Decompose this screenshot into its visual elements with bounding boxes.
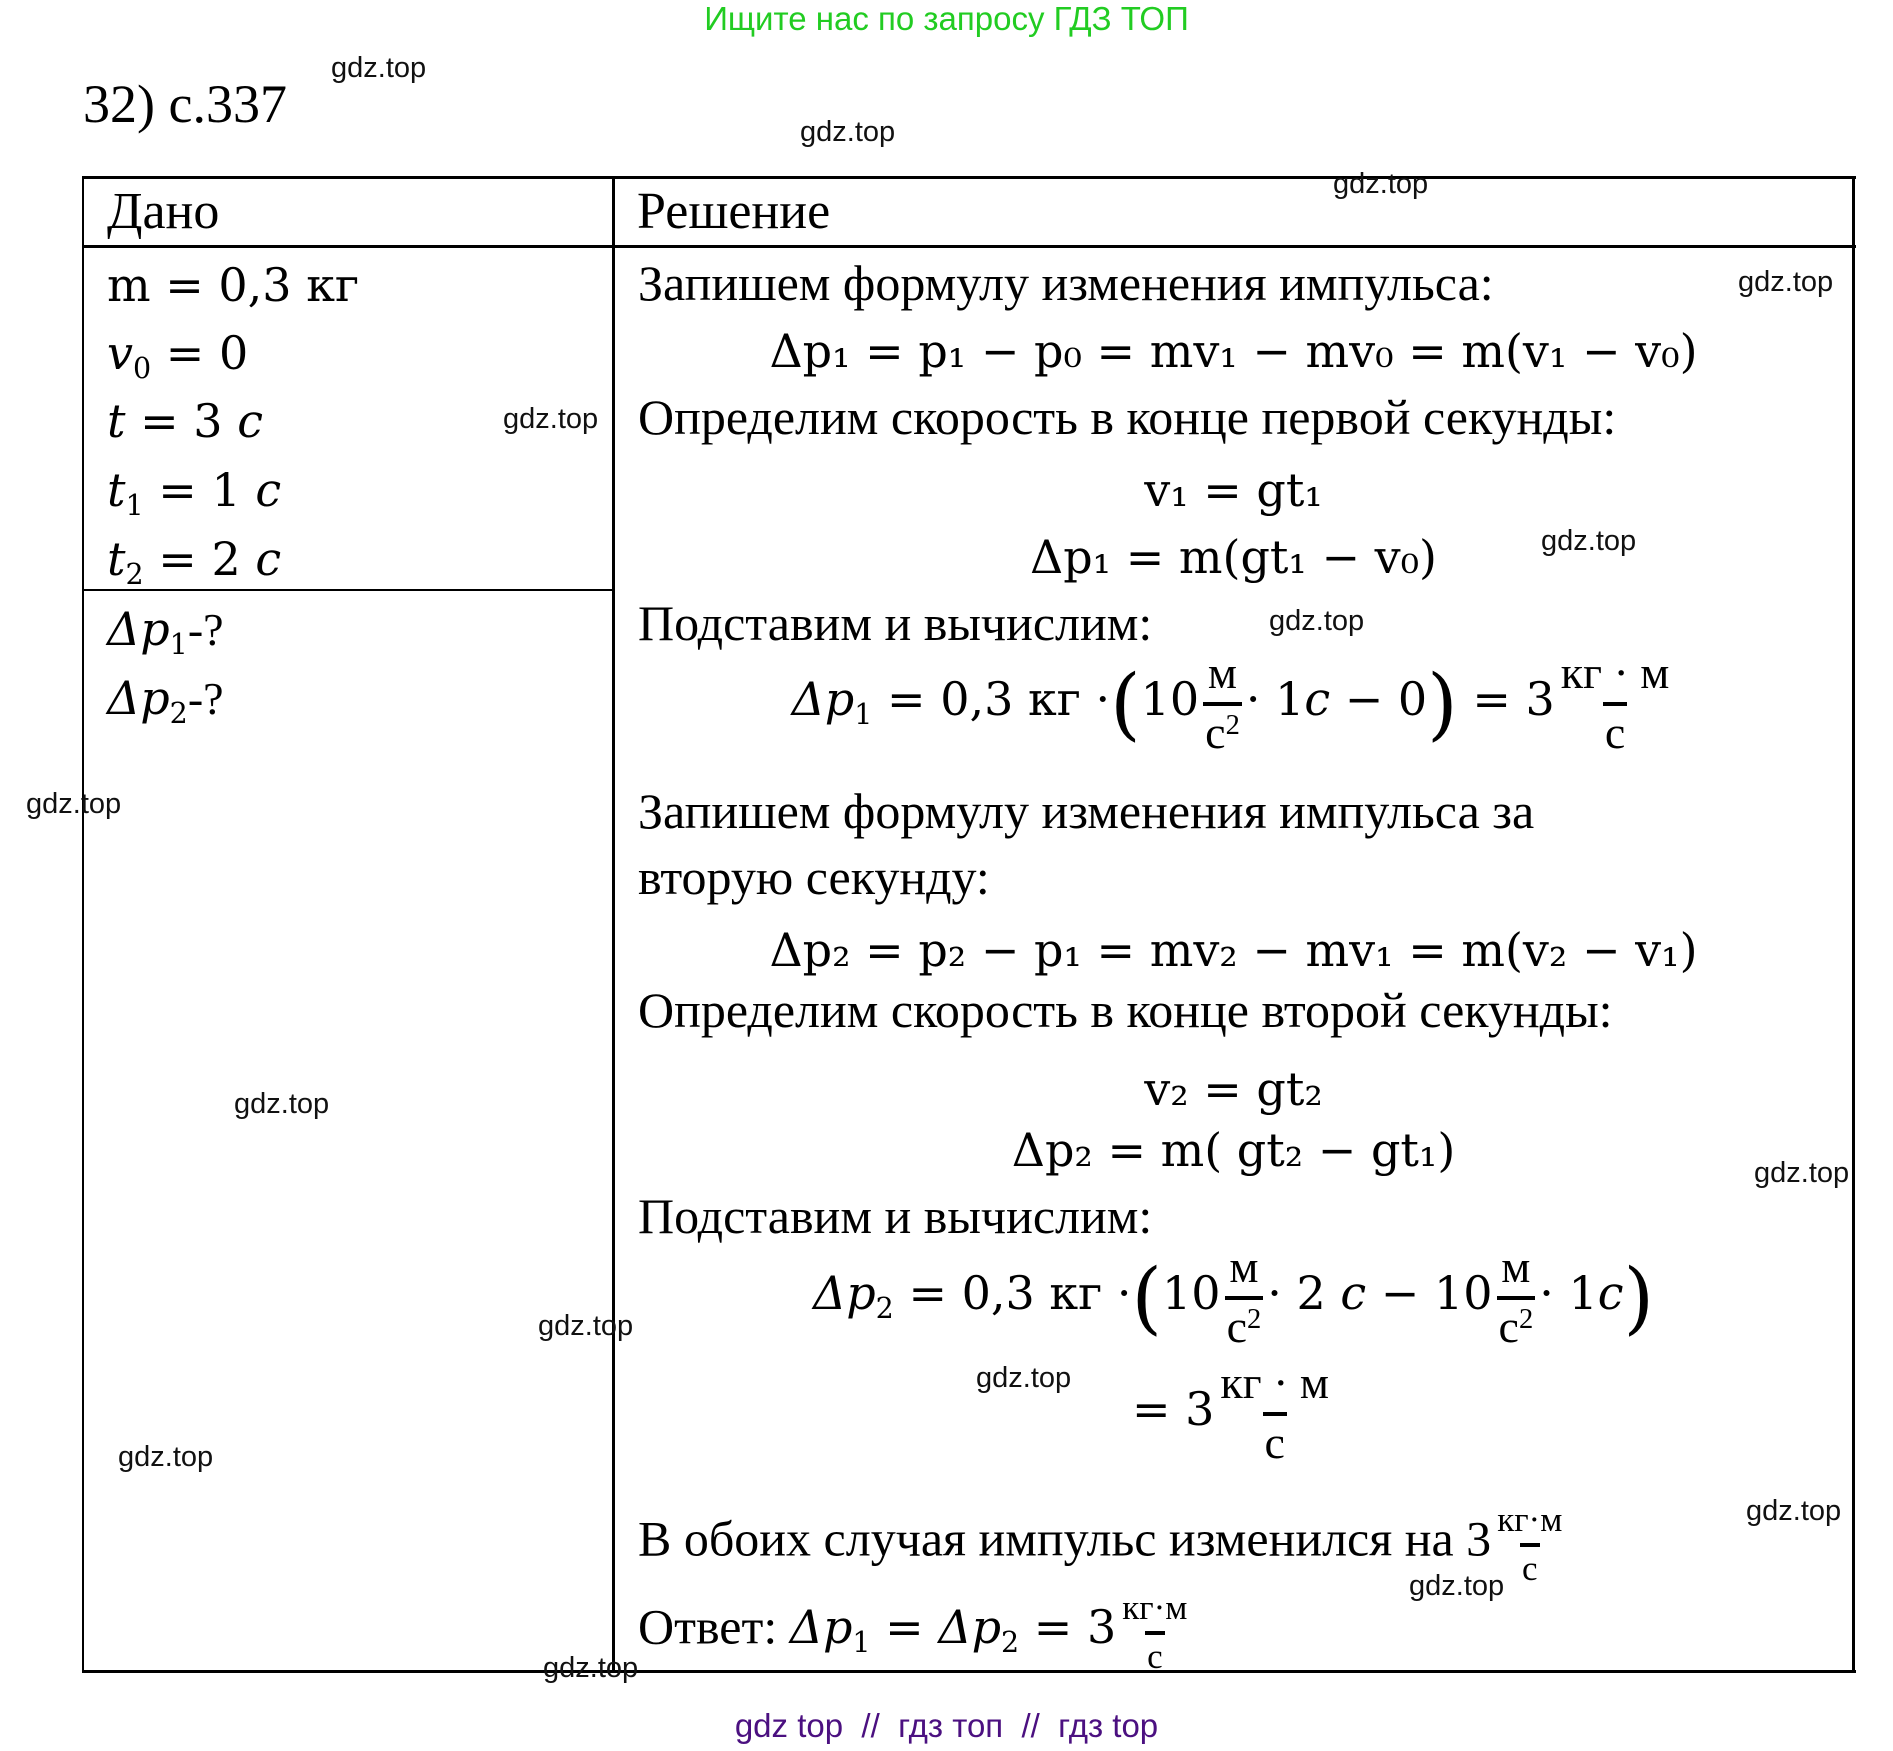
given-value: = 0,3 кг (150, 258, 360, 312)
header-given: Дано (107, 183, 220, 240)
step2-equation-1: v₁ = gt₁ (1144, 463, 1323, 517)
step3-equation: $\Delta p_1 = 0,3$ кг ·(10 $\frac{м}{с^2}$ · 1c − 0) = 3 $\frac{кг \cdot м}{с}$ (791, 647, 1670, 758)
eq-mass: 0,3 кг (940, 672, 1081, 726)
given-value: = 1 (143, 463, 256, 517)
step4-text-line1: Запишем формулу изменения импульса за (638, 783, 1535, 839)
frac-num: кг·м (1497, 1500, 1563, 1539)
frac-num: м (1501, 1241, 1531, 1292)
step5-equation-1: v₂ = gt₂ (1144, 1062, 1323, 1116)
eq-result-unit (1218, 1357, 1331, 1468)
frac-num: кг · м (1220, 1357, 1330, 1408)
eq-paren-close: ) (1427, 658, 1458, 750)
promo-banner: Ищите нас по запросу ГДЗ ТОП (704, 0, 1189, 37)
step2-equation-2: Δp₁ = m(gt₁ − v₀) (1030, 530, 1437, 584)
eq-unit-fraction (1225, 1241, 1264, 1352)
table-header-divider (83, 245, 1856, 248)
eq-sub: 1 (854, 698, 873, 732)
eq-unit-fraction (1497, 1241, 1536, 1352)
frac-den: с (1520, 1543, 1540, 1586)
watermark: gdz.top (1746, 1495, 1842, 1527)
eq-mass: 0,3 кг (961, 1266, 1103, 1320)
eq-result-unit (1559, 647, 1672, 758)
step2-text: Определим скорость в конце первой секунды: (638, 389, 1617, 445)
watermark: gdz.top (1754, 1157, 1850, 1189)
step5-equation-2: Δp₂ = m( gt₂ − gt₁) (1011, 1123, 1456, 1177)
header-solution: Решение (637, 183, 831, 240)
find-question: -? (187, 673, 224, 724)
find-sub: 1 (169, 628, 188, 662)
eq-delta-p: Δp (791, 672, 855, 726)
frac-den-exp: 2 (1518, 1303, 1534, 1335)
find-question: -? (187, 604, 224, 655)
given-var: m (107, 258, 151, 312)
given-var: v (107, 326, 133, 380)
find-sub: 2 (169, 697, 188, 731)
eq-paren-close: ) (1623, 1252, 1654, 1344)
eq-g-value: 10 (1140, 672, 1200, 726)
given-var: t (107, 463, 126, 517)
eq-unit-c: c (1304, 672, 1331, 726)
frac-den-unit: с (1498, 1301, 1519, 1352)
frac-num: м (1207, 647, 1238, 698)
find-var: Δp (107, 602, 170, 656)
watermark: gdz.top (1738, 266, 1834, 298)
given-unit: c (237, 394, 263, 448)
step5-text: Определим скорость в конце второй секунды: (638, 982, 1613, 1038)
given-sub: 1 (125, 489, 144, 523)
watermark: gdz.top (1333, 168, 1429, 200)
given-sub: 2 (125, 558, 144, 592)
given-unit: c (255, 532, 282, 586)
given-unit: c (255, 463, 282, 517)
frac-den: с (1145, 1631, 1165, 1674)
frac-num: кг · м (1560, 647, 1670, 698)
eq-g-value: 10 (1162, 1266, 1221, 1320)
given-var: t (107, 532, 126, 586)
given-time (107, 392, 263, 450)
eq-equals: = (1131, 1382, 1171, 1436)
watermark: gdz.top (1541, 525, 1637, 557)
given-value: = 2 (143, 532, 256, 586)
eq-unit-c: c (1340, 1266, 1367, 1320)
step6-text: Подставим и вычислим: (638, 1188, 1153, 1244)
eq-paren-open: ( (1110, 658, 1141, 750)
eq-unit-fraction (1203, 647, 1242, 758)
step1-text: Запишем формулу изменения импульса: (638, 255, 1494, 311)
eq-result: 3 (1525, 672, 1555, 726)
given-time-1 (107, 461, 282, 523)
problem-title: 32) с.337 (83, 74, 287, 134)
answer-unit (1120, 1590, 1189, 1674)
eq-dot: · (1095, 672, 1111, 726)
eq-equals: = (887, 672, 926, 726)
given-sub: 0 (133, 352, 152, 386)
table-border-left (82, 176, 84, 1673)
eq-sub: 2 (875, 1292, 894, 1326)
frac-den: с (1603, 702, 1627, 756)
eq-dot: · (1116, 1266, 1132, 1320)
eq-unit-c: c (1597, 1266, 1624, 1320)
watermark: gdz.top (331, 52, 427, 84)
frac-den-exp: 2 (1225, 709, 1240, 741)
watermark: gdz.top (1269, 605, 1365, 637)
eq-delta-p: Δp (813, 1266, 876, 1320)
footer-links: gdz top // гдз топ // гдз top (734, 1707, 1159, 1744)
eq-equals: = (1472, 672, 1511, 726)
watermark: gdz.top (503, 403, 599, 435)
step6-equation-line2 (613, 1357, 1854, 1468)
watermark: gdz.top (1409, 1570, 1505, 1602)
frac-den (1497, 1296, 1536, 1350)
step4-text-line2: вторую секунду: (638, 849, 990, 905)
frac-den (1203, 702, 1242, 756)
watermark: gdz.top (543, 1652, 639, 1684)
given-value: = 0 (151, 326, 249, 380)
eq-equals: = (908, 1266, 947, 1320)
answer-label: Ответ: (638, 1598, 778, 1655)
frac-num: м (1229, 1241, 1259, 1292)
frac-den: с (1263, 1412, 1287, 1466)
frac-den-unit: с (1205, 707, 1226, 758)
conclusion-text: В обоих случая импульс изменился на 3 (638, 1510, 1492, 1567)
watermark: gdz.top (976, 1362, 1072, 1394)
answer (638, 1590, 1193, 1674)
watermark: gdz.top (538, 1310, 634, 1342)
frac-den-exp: 2 (1247, 1303, 1262, 1335)
watermark: gdz.top (26, 788, 122, 820)
given-time-2 (107, 530, 282, 592)
answer-value: 3 (1086, 1600, 1117, 1655)
find-dp2 (107, 669, 224, 731)
given-find-divider (83, 589, 613, 591)
given-initial-velocity (107, 324, 249, 386)
find-var: Δp (107, 671, 170, 725)
answer-equation: $\Delta p_1 = \Delta p_2 = 3$ (789, 1600, 1117, 1660)
given-var: t (107, 394, 126, 448)
watermark: gdz.top (118, 1441, 214, 1473)
find-dp1 (107, 600, 224, 662)
given-value: = 3 (125, 394, 238, 448)
step4-equation: Δp₂ = p₂ − p₁ = mv₂ − mv₁ = m(v₂ − v₁) (769, 923, 1698, 977)
step6-equation-line1: $\Delta p_2 = 0,3$ кг ·(10 $\frac{м}{с^2}$ · 2 c − 10 $\frac{м}{с^2}$ · 1c) (813, 1241, 1654, 1352)
frac-num: кг·м (1122, 1588, 1188, 1627)
table-border-top (83, 176, 1856, 179)
watermark: gdz.top (800, 116, 896, 148)
conclusion-unit (1495, 1502, 1564, 1586)
frac-den-unit: с (1226, 1301, 1247, 1352)
eq-paren-open: ( (1131, 1252, 1163, 1344)
watermark: gdz.top (234, 1088, 330, 1120)
step1-equation: Δp₁ = p₁ − p₀ = mv₁ − mv₀ = m(v₁ − v₀) (769, 324, 1698, 378)
given-mass (107, 256, 359, 314)
eq-g-value: 10 (1433, 1266, 1493, 1320)
frac-den (1225, 1296, 1264, 1350)
eq-result: 3 (1185, 1382, 1215, 1436)
step3-text: Подставим и вычислим: (638, 595, 1153, 651)
